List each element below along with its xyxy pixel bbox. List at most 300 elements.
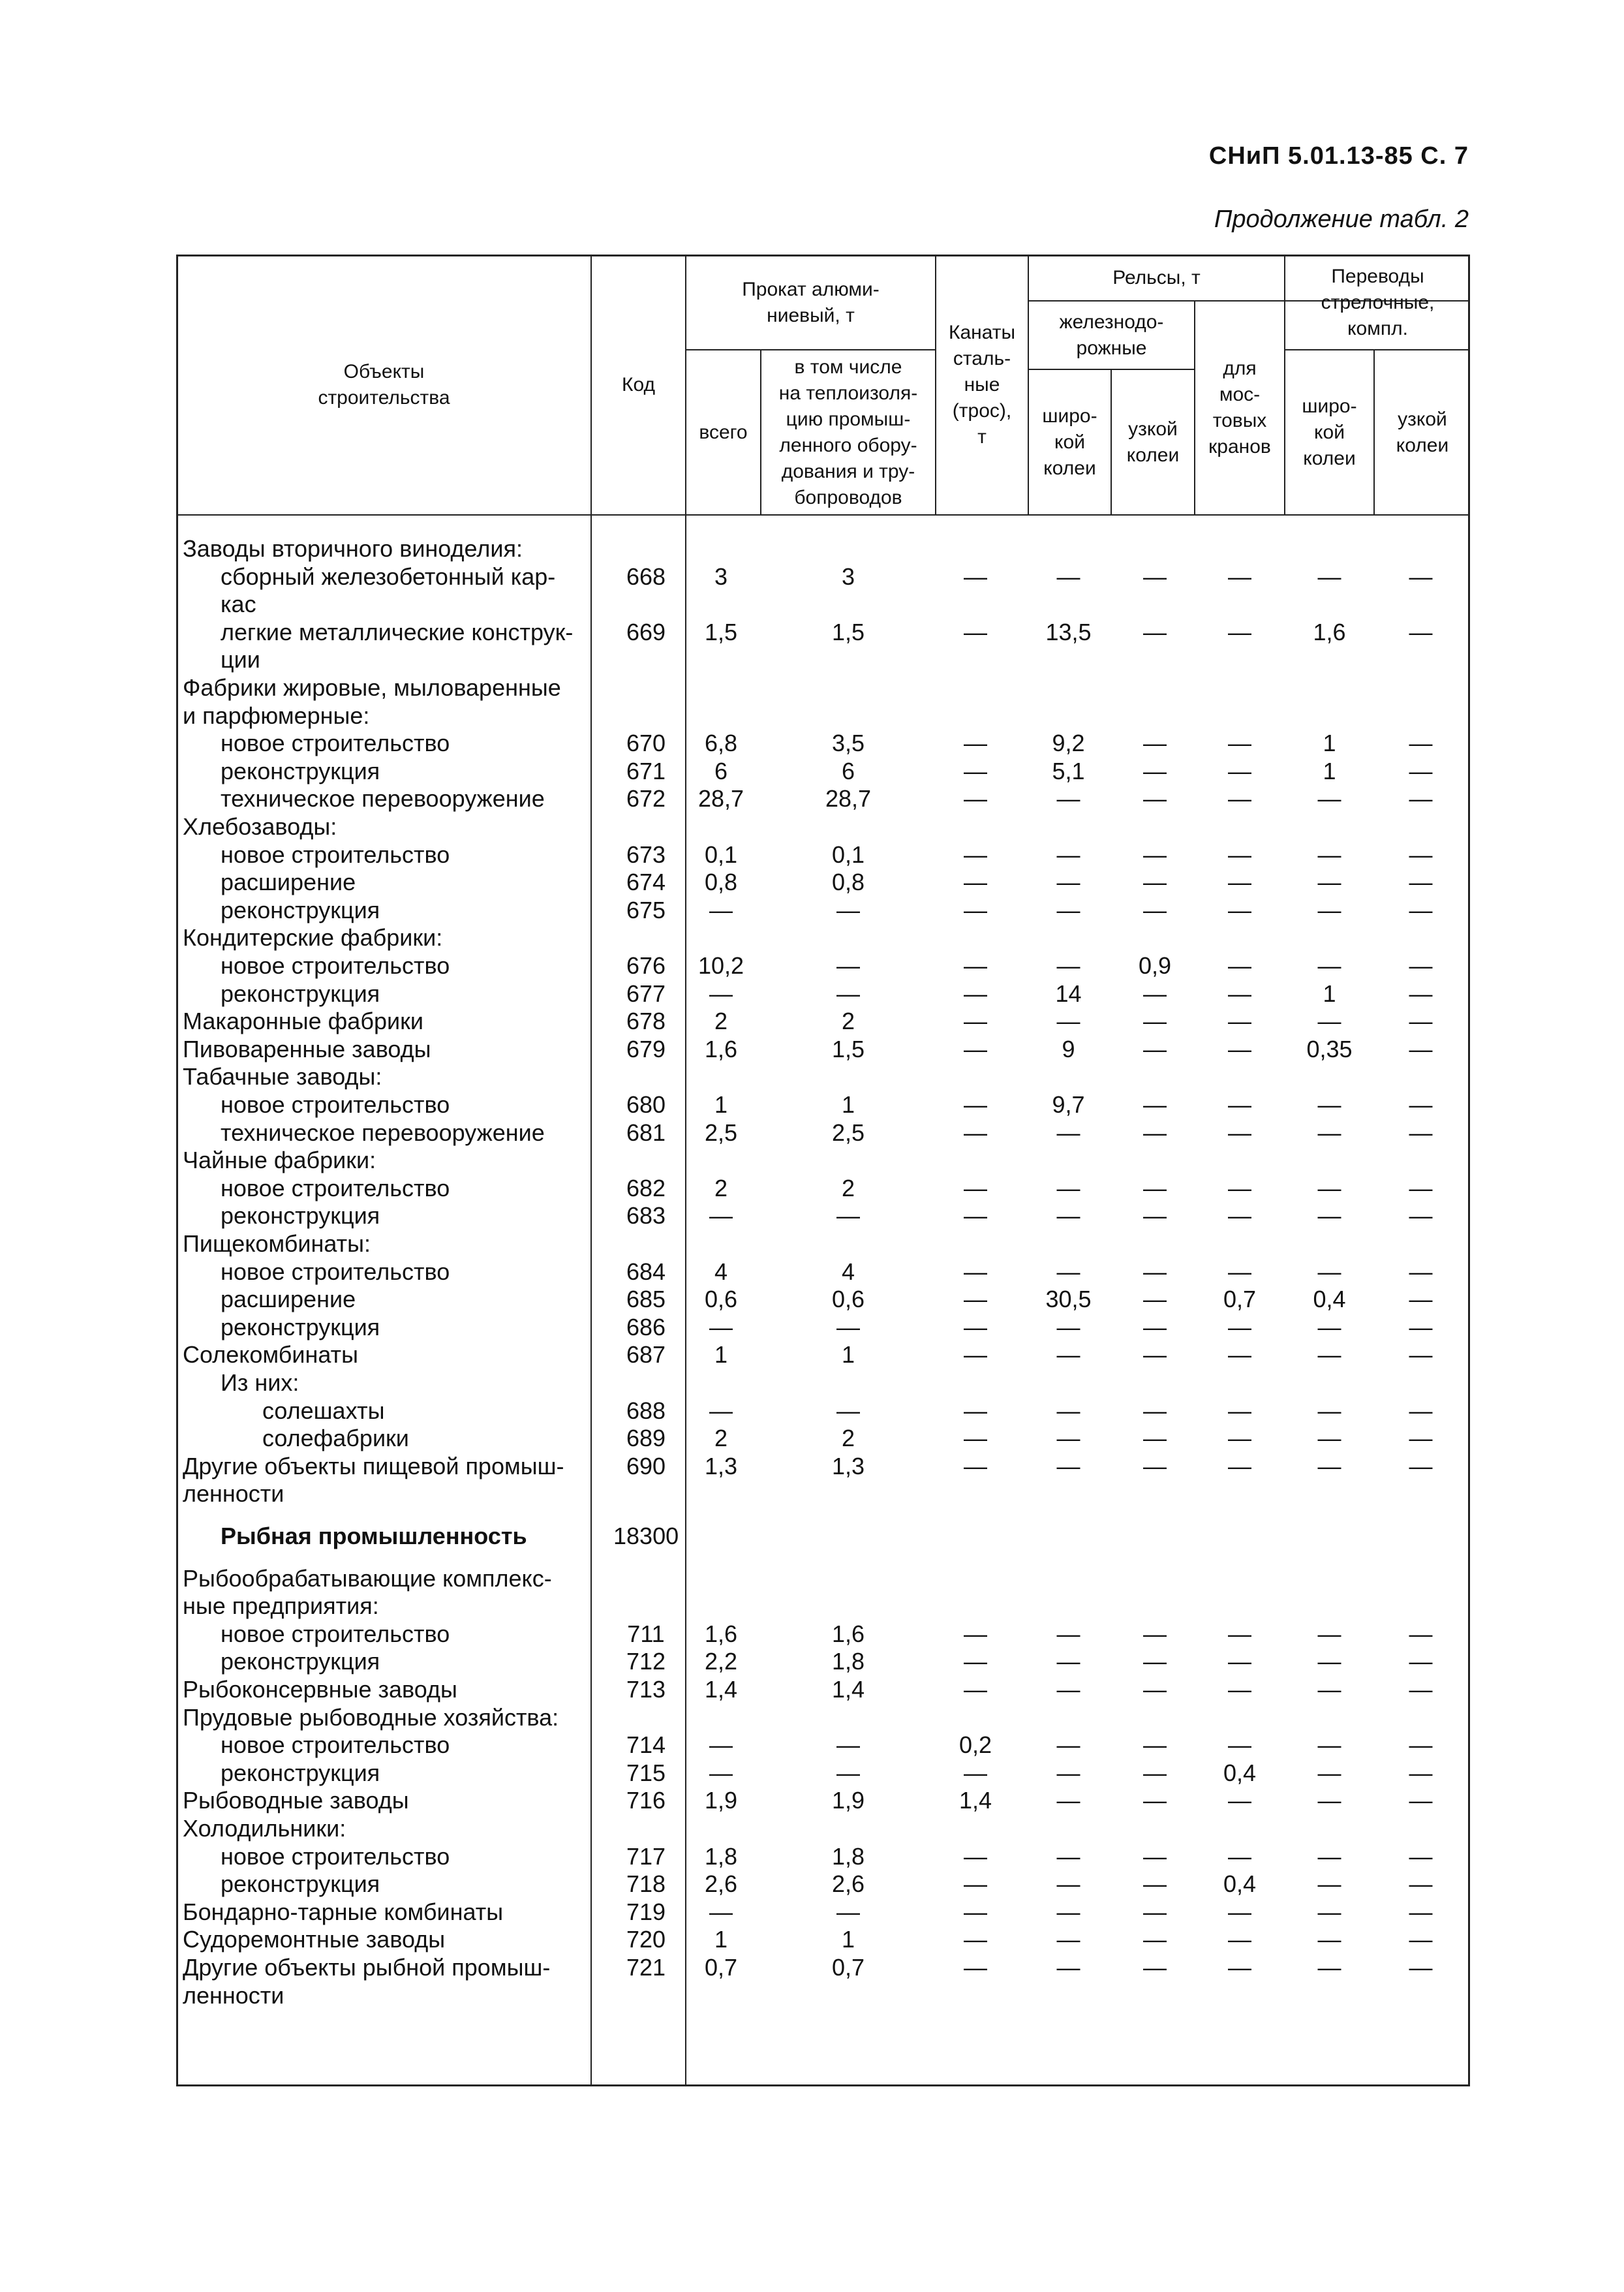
cell-switch-wide: — bbox=[1317, 841, 1341, 868]
cell-code: 686 bbox=[626, 1313, 666, 1340]
cell-total: 0,1 bbox=[704, 841, 738, 868]
cell-ropes: — bbox=[964, 1035, 987, 1062]
cell-total: 6 bbox=[714, 757, 728, 784]
cell-insulation: 0,6 bbox=[831, 1286, 865, 1313]
cell-object-name: Пивоваренные заводы bbox=[183, 1035, 431, 1062]
cell-bridge-cranes: — bbox=[1228, 1648, 1251, 1675]
cell-rail-narrow: — bbox=[1143, 1313, 1167, 1340]
cell-insulation: 1 bbox=[841, 1926, 855, 1953]
cell-ropes: — bbox=[964, 1870, 987, 1898]
col-header-switch-wide: широ- кой колеи bbox=[1302, 395, 1357, 469]
table-row bbox=[0, 924, 1624, 952]
cell-object-name: Рыбоконсервные заводы bbox=[183, 1676, 457, 1703]
cell-switch-narrow: — bbox=[1409, 1174, 1433, 1201]
cell-rail-narrow: — bbox=[1143, 730, 1167, 757]
cell-total: 3 bbox=[714, 563, 728, 590]
cell-switch-wide: — bbox=[1317, 1258, 1341, 1285]
cell-rail-wide: — bbox=[1056, 1759, 1080, 1786]
cell-switch-narrow: — bbox=[1409, 1286, 1433, 1313]
cell-bridge-cranes: — bbox=[1228, 1397, 1251, 1424]
table-row bbox=[0, 1480, 1624, 1508]
cell-switch-narrow: — bbox=[1409, 1091, 1433, 1118]
cell-switch-wide: 1 bbox=[1323, 757, 1336, 784]
cell-rail-narrow: — bbox=[1143, 1759, 1167, 1786]
cell-rail-narrow: — bbox=[1143, 1620, 1167, 1647]
cell-bridge-cranes: — bbox=[1228, 757, 1251, 784]
cell-switch-narrow: — bbox=[1409, 1731, 1433, 1759]
cell-switch-wide: 0,4 bbox=[1313, 1286, 1346, 1313]
cell-code: 18300 bbox=[613, 1523, 679, 1549]
cell-switch-wide: — bbox=[1317, 1452, 1341, 1479]
cell-rail-narrow: — bbox=[1143, 1926, 1167, 1953]
cell-code: 683 bbox=[626, 1202, 666, 1230]
cell-switch-narrow: — bbox=[1409, 1313, 1433, 1340]
cell-rail-narrow: — bbox=[1143, 1119, 1167, 1146]
table-row bbox=[0, 1787, 1624, 1814]
cell-ropes: — bbox=[964, 1397, 987, 1424]
table-row bbox=[0, 1147, 1624, 1174]
cell-insulation: 2 bbox=[841, 1174, 855, 1201]
cell-code: 720 bbox=[626, 1926, 666, 1953]
cell-switch-wide: — bbox=[1317, 1620, 1341, 1647]
cell-ropes: — bbox=[964, 757, 987, 784]
cell-object-name: кас bbox=[221, 591, 256, 618]
cell-bridge-cranes: — bbox=[1228, 1425, 1251, 1452]
table-row bbox=[0, 1898, 1624, 1926]
cell-code: 718 bbox=[626, 1870, 666, 1898]
cell-switch-narrow: — bbox=[1409, 1676, 1433, 1703]
cell-object-name: и парфюмерные: bbox=[183, 702, 370, 729]
cell-object-name: новое строительство bbox=[221, 1091, 450, 1118]
cell-object-name: реконструкция bbox=[221, 757, 380, 784]
cell-switch-narrow: — bbox=[1409, 1258, 1433, 1285]
table-row bbox=[0, 813, 1624, 841]
table-row bbox=[0, 1008, 1624, 1035]
cell-code: 668 bbox=[626, 563, 666, 590]
cell-switch-narrow: — bbox=[1409, 1620, 1433, 1647]
col-header-rail-narrow: узкой колеи bbox=[1126, 418, 1180, 466]
cell-total: — bbox=[709, 1731, 733, 1759]
cell-bridge-cranes: — bbox=[1228, 1954, 1251, 1981]
cell-object-name: солефабрики bbox=[262, 1425, 409, 1452]
cell-object-name: техническое перевооружение bbox=[221, 1119, 545, 1146]
cell-rail-narrow: — bbox=[1143, 757, 1167, 784]
cell-rail-narrow: — bbox=[1143, 1425, 1167, 1452]
cell-bridge-cranes: — bbox=[1228, 980, 1251, 1007]
cell-object-name: реконструкция bbox=[221, 1759, 380, 1786]
cell-total: 2 bbox=[714, 1425, 728, 1452]
cell-switch-wide: — bbox=[1317, 1313, 1341, 1340]
cell-switch-wide: — bbox=[1317, 1091, 1341, 1118]
cell-code: 681 bbox=[626, 1119, 666, 1146]
cell-bridge-cranes: 0,7 bbox=[1223, 1286, 1257, 1313]
table-row bbox=[0, 1815, 1624, 1842]
cell-total: 1,9 bbox=[704, 1787, 738, 1814]
table-row bbox=[0, 1341, 1624, 1369]
col-header-rail-wide: широ- кой колеи bbox=[1042, 405, 1097, 479]
cell-rail-narrow: — bbox=[1143, 1174, 1167, 1201]
cell-code: 670 bbox=[626, 730, 666, 757]
cell-insulation: 0,8 bbox=[831, 869, 865, 896]
cell-insulation: 2,6 bbox=[831, 1870, 865, 1898]
cell-object-name: Прудовые рыбоводные хозяйства: bbox=[183, 1703, 559, 1731]
cell-insulation: 2 bbox=[841, 1008, 855, 1035]
table-row bbox=[0, 674, 1624, 702]
cell-switch-narrow: — bbox=[1409, 563, 1433, 590]
cell-object-name: ленности bbox=[183, 1981, 284, 2009]
cell-bridge-cranes: — bbox=[1228, 896, 1251, 923]
cell-rail-narrow: — bbox=[1143, 1452, 1167, 1479]
table-row bbox=[0, 758, 1624, 785]
cell-total: 1,3 bbox=[704, 1452, 738, 1479]
cell-rail-wide: — bbox=[1056, 1119, 1080, 1146]
col-header-switches: Переводы стрелочные, компл. bbox=[1321, 265, 1435, 339]
table-row bbox=[0, 1592, 1624, 1620]
cell-rail-narrow: 0,9 bbox=[1138, 952, 1172, 979]
cell-switch-narrow: — bbox=[1409, 1035, 1433, 1062]
cell-object-name: Бондарно-тарные комбинаты bbox=[183, 1898, 504, 1925]
cell-code: 690 bbox=[626, 1452, 666, 1479]
cell-ropes: — bbox=[964, 1008, 987, 1035]
table-row bbox=[0, 702, 1624, 730]
col-header-rolled-aluminum: Прокат алюми- ниевый, т bbox=[742, 278, 880, 326]
cell-switch-wide: — bbox=[1317, 785, 1341, 813]
cell-bridge-cranes: — bbox=[1228, 1174, 1251, 1201]
cell-total: — bbox=[709, 1898, 733, 1925]
cell-switch-narrow: — bbox=[1409, 1842, 1433, 1870]
cell-object-name: Солекомбинаты bbox=[183, 1341, 358, 1369]
cell-rail-wide: 13,5 bbox=[1045, 618, 1092, 645]
cell-code: 669 bbox=[626, 618, 666, 645]
cell-code: 687 bbox=[626, 1341, 666, 1369]
cell-switch-wide: — bbox=[1317, 1926, 1341, 1953]
table-row bbox=[0, 1453, 1624, 1480]
cell-code: 673 bbox=[626, 841, 666, 868]
cell-rail-narrow: — bbox=[1143, 869, 1167, 896]
cell-insulation: — bbox=[836, 1759, 860, 1786]
cell-object-name: Рыбообрабатывающие комплекс- bbox=[183, 1564, 552, 1592]
table-row bbox=[0, 1202, 1624, 1230]
cell-object-name: Другие объекты рыбной промыш- bbox=[183, 1954, 551, 1981]
cell-rail-narrow: — bbox=[1143, 1397, 1167, 1424]
cell-rail-narrow: — bbox=[1143, 1954, 1167, 1981]
cell-code: 721 bbox=[626, 1954, 666, 1981]
cell-object-name: новое строительство bbox=[221, 730, 450, 757]
cell-code: 678 bbox=[626, 1008, 666, 1035]
col-header-ropes: Канаты сталь- ные (трос), т bbox=[948, 322, 1016, 448]
cell-rail-narrow: — bbox=[1143, 563, 1167, 590]
cell-insulation: — bbox=[836, 1313, 860, 1340]
cell-code: 712 bbox=[626, 1648, 666, 1675]
table-row bbox=[0, 1036, 1624, 1063]
cell-code: 674 bbox=[626, 869, 666, 896]
cell-insulation: 2 bbox=[841, 1425, 855, 1452]
cell-object-name: новое строительство bbox=[221, 841, 450, 868]
cell-switch-narrow: — bbox=[1409, 896, 1433, 923]
col-header-objects: Объекты строительства bbox=[318, 361, 450, 409]
table-row bbox=[0, 1369, 1624, 1397]
cell-insulation: 6 bbox=[841, 757, 855, 784]
cell-total: 1,8 bbox=[704, 1842, 738, 1870]
table-row bbox=[0, 980, 1624, 1008]
cell-bridge-cranes: — bbox=[1228, 1926, 1251, 1953]
col-header-insulation: в том числе на теплоизоля- цию промыш- ленного обору- дования и тру- бопроводов bbox=[778, 356, 918, 508]
cell-object-name: Кондитерские фабрики: bbox=[183, 924, 443, 952]
cell-switch-narrow: — bbox=[1409, 1008, 1433, 1035]
cell-bridge-cranes: 0,4 bbox=[1223, 1870, 1257, 1898]
cell-rail-narrow: — bbox=[1143, 785, 1167, 813]
cell-object-name: Заводы вторичного виноделия: bbox=[183, 535, 523, 562]
cell-insulation: — bbox=[836, 952, 860, 979]
cell-insulation: 0,1 bbox=[831, 841, 865, 868]
table-row bbox=[0, 1843, 1624, 1870]
cell-switch-narrow: — bbox=[1409, 1119, 1433, 1146]
cell-code: 689 bbox=[626, 1425, 666, 1452]
cell-bridge-cranes: — bbox=[1228, 563, 1251, 590]
cell-code: 675 bbox=[626, 896, 666, 923]
cell-total: 1,6 bbox=[704, 1035, 738, 1062]
cell-object-name: реконструкция bbox=[221, 1870, 380, 1898]
cell-ropes: — bbox=[964, 1091, 987, 1118]
cell-insulation: 28,7 bbox=[825, 785, 872, 813]
cell-switch-wide: — bbox=[1317, 1731, 1341, 1759]
cell-insulation: 1,8 bbox=[831, 1648, 865, 1675]
cell-bridge-cranes: — bbox=[1228, 841, 1251, 868]
cell-rail-wide: — bbox=[1056, 1397, 1080, 1424]
cell-code: 711 bbox=[627, 1620, 665, 1647]
table-row bbox=[0, 1397, 1624, 1425]
table-row bbox=[0, 1425, 1624, 1452]
cell-ropes: — bbox=[964, 952, 987, 979]
cell-insulation: 1,8 bbox=[831, 1842, 865, 1870]
cell-bridge-cranes: — bbox=[1228, 1035, 1251, 1062]
cell-object-name: Другие объекты пищевой промыш- bbox=[183, 1452, 564, 1479]
cell-bridge-cranes: — bbox=[1228, 1258, 1251, 1285]
cell-rail-narrow: — bbox=[1143, 980, 1167, 1007]
cell-switch-wide: — bbox=[1317, 1759, 1341, 1786]
cell-switch-narrow: — bbox=[1409, 869, 1433, 896]
cell-switch-wide: — bbox=[1317, 1008, 1341, 1035]
table-row bbox=[0, 1175, 1624, 1202]
cell-bridge-cranes: — bbox=[1228, 1313, 1251, 1340]
cell-switch-wide: — bbox=[1317, 1842, 1341, 1870]
col-header-switch-narrow: узкой колеи bbox=[1396, 408, 1449, 456]
cell-ropes: 1,4 bbox=[958, 1787, 992, 1814]
cell-total: 2,6 bbox=[704, 1870, 738, 1898]
cell-switch-wide: — bbox=[1317, 1870, 1341, 1898]
cell-rail-narrow: — bbox=[1143, 1091, 1167, 1118]
cell-switch-wide: 0,35 bbox=[1306, 1035, 1353, 1062]
cell-ropes: — bbox=[964, 1313, 987, 1340]
cell-code: 688 bbox=[626, 1397, 666, 1424]
table-row bbox=[0, 1258, 1624, 1286]
cell-rail-wide: — bbox=[1056, 1258, 1080, 1285]
cell-insulation: — bbox=[836, 1898, 860, 1925]
cell-total: 6,8 bbox=[704, 730, 738, 757]
cell-insulation: — bbox=[836, 1397, 860, 1424]
cell-insulation: — bbox=[836, 980, 860, 1007]
header-divider bbox=[176, 514, 1470, 516]
cell-object-name: ные предприятия: bbox=[183, 1592, 379, 1620]
cell-object-name: Из них: bbox=[221, 1369, 299, 1396]
cell-switch-narrow: — bbox=[1409, 1926, 1433, 1953]
cell-bridge-cranes: — bbox=[1228, 1842, 1251, 1870]
cell-rail-narrow: — bbox=[1143, 896, 1167, 923]
cell-code: 671 bbox=[626, 757, 666, 784]
cell-object-name: Холодильники: bbox=[183, 1815, 346, 1842]
table-row bbox=[0, 952, 1624, 980]
cell-insulation: 1,4 bbox=[831, 1676, 865, 1703]
cell-insulation: 1,6 bbox=[831, 1620, 865, 1647]
cell-switch-narrow: — bbox=[1409, 1648, 1433, 1675]
table-row bbox=[0, 1870, 1624, 1898]
cell-ropes: — bbox=[964, 1954, 987, 1981]
cell-total: 2 bbox=[714, 1174, 728, 1201]
cell-code: 677 bbox=[626, 980, 666, 1007]
cell-rail-wide: — bbox=[1056, 869, 1080, 896]
cell-object-name: техническое перевооружение bbox=[221, 785, 545, 813]
cell-total: — bbox=[709, 1202, 733, 1230]
cell-object-name: расширение bbox=[221, 1286, 356, 1313]
cell-ropes: — bbox=[964, 1842, 987, 1870]
cell-rail-wide: — bbox=[1056, 1341, 1080, 1369]
cell-insulation: — bbox=[836, 1202, 860, 1230]
cell-ropes: 0,2 bbox=[958, 1731, 992, 1759]
cell-switch-wide: — bbox=[1317, 1676, 1341, 1703]
cell-rail-narrow: — bbox=[1143, 1341, 1167, 1369]
cell-ropes: — bbox=[964, 1341, 987, 1369]
cell-insulation: 1 bbox=[841, 1091, 855, 1118]
cell-bridge-cranes: — bbox=[1228, 1202, 1251, 1230]
cell-switch-narrow: — bbox=[1409, 841, 1433, 868]
cell-rail-wide: — bbox=[1056, 1898, 1080, 1925]
cell-switch-wide: — bbox=[1317, 1898, 1341, 1925]
cell-rail-wide: — bbox=[1056, 1174, 1080, 1201]
table-row bbox=[0, 841, 1624, 869]
table-row bbox=[0, 897, 1624, 924]
cell-rail-narrow: — bbox=[1143, 1787, 1167, 1814]
cell-switch-wide: — bbox=[1317, 1202, 1341, 1230]
cell-object-name: новое строительство bbox=[221, 1842, 450, 1870]
col-header-railway: железнодо- рожные bbox=[1059, 311, 1164, 359]
cell-total: 28,7 bbox=[697, 785, 744, 813]
cell-rail-wide: 30,5 bbox=[1045, 1286, 1092, 1313]
table-row bbox=[0, 646, 1624, 674]
cell-code: 680 bbox=[626, 1091, 666, 1118]
cell-rail-wide: — bbox=[1056, 841, 1080, 868]
cell-insulation: 1,9 bbox=[831, 1787, 865, 1814]
cell-rail-wide: — bbox=[1056, 952, 1080, 979]
cell-total: 1,4 bbox=[704, 1676, 738, 1703]
cell-code: 716 bbox=[626, 1787, 666, 1814]
cell-bridge-cranes: — bbox=[1228, 730, 1251, 757]
table-row bbox=[0, 1119, 1624, 1147]
cell-rail-narrow: — bbox=[1143, 1035, 1167, 1062]
table-row bbox=[0, 1926, 1624, 1953]
cell-ropes: — bbox=[964, 1620, 987, 1647]
cell-code: 713 bbox=[626, 1676, 666, 1703]
cell-object-name: Пищекомбинаты: bbox=[183, 1230, 371, 1257]
cell-total: 4 bbox=[714, 1258, 728, 1285]
cell-rail-wide: — bbox=[1056, 1008, 1080, 1035]
cell-switch-wide: 1,6 bbox=[1313, 618, 1346, 645]
cell-total: 0,8 bbox=[704, 869, 738, 896]
table-row bbox=[0, 1565, 1624, 1592]
table-row bbox=[0, 1230, 1624, 1258]
cell-total: — bbox=[709, 1759, 733, 1786]
cell-rail-wide: 14 bbox=[1055, 980, 1082, 1007]
cell-switch-narrow: — bbox=[1409, 618, 1433, 645]
cell-rail-narrow: — bbox=[1143, 841, 1167, 868]
cell-rail-wide: — bbox=[1056, 1313, 1080, 1340]
document-header: СНиП 5.01.13-85 С. 7 bbox=[1208, 142, 1469, 170]
col-header-total: всего bbox=[699, 421, 748, 443]
cell-code: 685 bbox=[626, 1286, 666, 1313]
cell-switch-wide: — bbox=[1317, 1425, 1341, 1452]
cell-object-name: новое строительство bbox=[221, 952, 450, 979]
cell-switch-wide: — bbox=[1317, 869, 1341, 896]
cell-switch-narrow: — bbox=[1409, 980, 1433, 1007]
cell-object-name: реконструкция bbox=[221, 980, 380, 1007]
cell-total: — bbox=[709, 980, 733, 1007]
table-row bbox=[0, 1954, 1624, 1981]
cell-object-name: новое строительство bbox=[221, 1258, 450, 1285]
cell-object-name: новое строительство bbox=[221, 1620, 450, 1647]
cell-rail-narrow: — bbox=[1143, 1286, 1167, 1313]
table-row bbox=[0, 1091, 1624, 1119]
cell-switch-narrow: — bbox=[1409, 1898, 1433, 1925]
cell-total: 1 bbox=[714, 1341, 728, 1369]
cell-code: 719 bbox=[626, 1898, 666, 1925]
cell-insulation: 0,7 bbox=[831, 1954, 865, 1981]
cell-ropes: — bbox=[964, 785, 987, 813]
cell-bridge-cranes: — bbox=[1228, 952, 1251, 979]
cell-rail-narrow: — bbox=[1143, 1870, 1167, 1898]
cell-insulation: 3 bbox=[841, 563, 855, 590]
table-caption: Продолжение табл. 2 bbox=[1214, 206, 1469, 233]
cell-rail-wide: — bbox=[1056, 1452, 1080, 1479]
cell-ropes: — bbox=[964, 618, 987, 645]
table-row bbox=[0, 730, 1624, 757]
cell-object-name: ленности bbox=[183, 1480, 284, 1508]
cell-switch-narrow: — bbox=[1409, 1341, 1433, 1369]
cell-switch-wide: — bbox=[1317, 1119, 1341, 1146]
cell-insulation: 1,3 bbox=[831, 1452, 865, 1479]
cell-object-name: реконструкция bbox=[221, 896, 380, 923]
cell-rail-wide: 9,7 bbox=[1052, 1091, 1085, 1118]
cell-switch-narrow: — bbox=[1409, 1954, 1433, 1981]
cell-bridge-cranes: — bbox=[1228, 1452, 1251, 1479]
cell-ropes: — bbox=[964, 1452, 987, 1479]
cell-rail-narrow: — bbox=[1143, 1731, 1167, 1759]
cell-bridge-cranes: — bbox=[1228, 1620, 1251, 1647]
cell-ropes: — bbox=[964, 1926, 987, 1953]
cell-switch-narrow: — bbox=[1409, 1397, 1433, 1424]
cell-switch-narrow: — bbox=[1409, 952, 1433, 979]
cell-object-name: Рыбная промышленность bbox=[221, 1523, 527, 1549]
cell-bridge-cranes: — bbox=[1228, 1898, 1251, 1925]
cell-ropes: — bbox=[964, 1648, 987, 1675]
cell-rail-narrow: — bbox=[1143, 1842, 1167, 1870]
table-row bbox=[0, 1759, 1624, 1787]
table-row bbox=[0, 1731, 1624, 1759]
cell-rail-wide: — bbox=[1056, 1870, 1080, 1898]
cell-bridge-cranes: — bbox=[1228, 1119, 1251, 1146]
cell-bridge-cranes: — bbox=[1228, 1341, 1251, 1369]
cell-insulation: 1,5 bbox=[831, 618, 865, 645]
cell-object-name: Фабрики жировые, мыловаренные bbox=[183, 674, 561, 701]
cell-switch-wide: 1 bbox=[1323, 730, 1336, 757]
